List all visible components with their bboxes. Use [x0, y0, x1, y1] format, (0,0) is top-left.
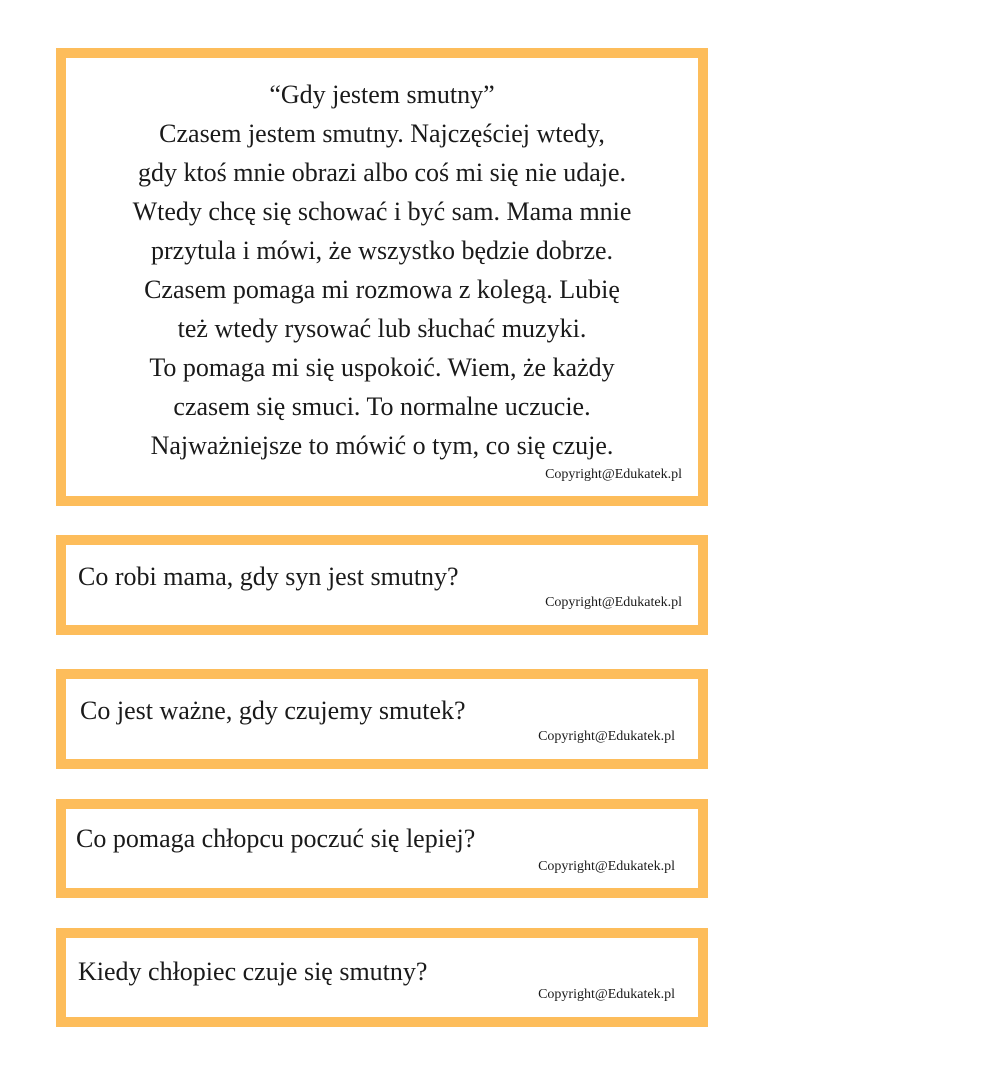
question-text: Co jest ważne, gdy czujemy smutek? — [80, 696, 466, 725]
copyright-label: Copyright@Edukatek.pl — [545, 467, 682, 482]
story-title: “Gdy jestem smutny” — [269, 80, 495, 109]
copyright-label: Copyright@Edukatek.pl — [545, 595, 682, 610]
question-card-1 — [56, 535, 708, 635]
question-card-3 — [56, 799, 708, 898]
story-card — [56, 48, 708, 506]
copyright-label: Copyright@Edukatek.pl — [538, 859, 675, 874]
copyright-label: Copyright@Edukatek.pl — [538, 729, 675, 744]
question-text: Co robi mama, gdy syn jest smutny? — [78, 562, 459, 591]
question-text: Kiedy chłopiec czuje się smutny? — [78, 957, 428, 986]
question-text: Co pomaga chłopcu poczuć się lepiej? — [76, 824, 476, 853]
question-card-2 — [56, 669, 708, 769]
copyright-label: Copyright@Edukatek.pl — [538, 987, 675, 1002]
story-text: Czasem jestem smutny. Najczęściej wtedy, gdy ktoś mnie obrazi albo coś mi się nie udaje. Wtedy chcę się schować i być sam. Mama mnie przytula i mówi, że wszystko będzie dobrze. Czasem pomaga mi rozmowa z kolegą. Lubię też wtedy rysować lub słuchać muzyki. To pomaga mi się uspokoić. Wiem, że każdy czasem się smuci. To normalne uczucie. Najważniejsze to mówić o tym, co się czuje. — [132, 119, 632, 460]
question-card-4 — [56, 928, 708, 1027]
